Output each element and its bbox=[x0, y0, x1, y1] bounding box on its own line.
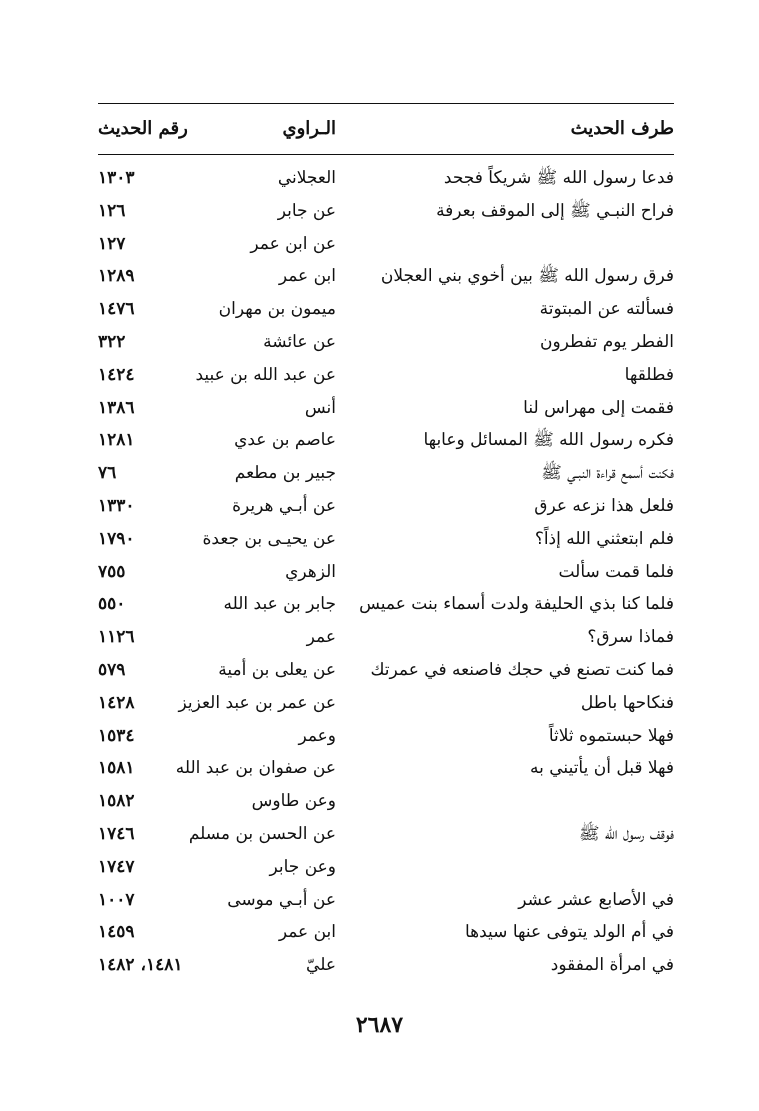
narrator: عن أبـي موسى bbox=[227, 889, 336, 910]
narrator: ابن عمر bbox=[278, 922, 336, 943]
narrator: عن عائشة bbox=[263, 331, 336, 352]
hadith-beginning: فوقف رسول الله ﷺ bbox=[578, 823, 674, 844]
narrator: عمر bbox=[306, 627, 336, 648]
table-row bbox=[98, 392, 674, 425]
header-rule bbox=[98, 154, 674, 155]
hadith-beginning: فراح النبـي ﷺ إلى الموقف بعرفة bbox=[436, 200, 674, 221]
hadith-number: ١٥٨٢ bbox=[98, 791, 135, 812]
hadith-beginning: فما كنت تصنع في حجك فاصنعه في عمرتك bbox=[370, 659, 674, 680]
hadith-number: ١٠٠٧ bbox=[98, 889, 135, 910]
table-row bbox=[98, 523, 674, 556]
page-number: ٢٦٨٧ bbox=[355, 1012, 404, 1038]
hadith-number: ١٢٧ bbox=[98, 233, 126, 254]
hadith-beginning: فدعا رسول الله ﷺ شريكاً فجحد bbox=[443, 168, 674, 188]
hadith-beginning: فكره رسول الله ﷺ المسائل وعابها bbox=[423, 430, 674, 451]
hadith-number: ١٧٤٦ bbox=[98, 823, 135, 844]
hadith-number: ١٣٨٦ bbox=[98, 397, 135, 418]
hadith-number: ٥٥٠ bbox=[98, 594, 126, 615]
hadith-number: ٧٦ bbox=[98, 463, 117, 484]
hadith-number: ١٤٨١، ١٤٨٢ bbox=[98, 955, 183, 976]
table-row bbox=[98, 785, 674, 818]
hadith-beginning: فلما كنا بذي الحليفة ولدت أسماء بنت عميس bbox=[359, 594, 674, 615]
narrator: عن الحسن بن مسلم bbox=[188, 823, 336, 844]
table-row bbox=[98, 293, 674, 326]
table-row bbox=[98, 326, 674, 359]
narrator: عن جابر bbox=[277, 200, 336, 221]
table-row bbox=[98, 490, 674, 523]
hadith-beginning: فلما قمت سألت bbox=[558, 561, 674, 582]
hadith-number: ١٥٣٤ bbox=[98, 725, 135, 746]
table-row bbox=[98, 818, 674, 851]
table-row bbox=[98, 720, 674, 753]
hadith-beginning: في أم الولد يتوفى عنها سيدها bbox=[464, 922, 674, 943]
hadith-number: ١٥٨١ bbox=[98, 758, 135, 779]
narrator: عليّ bbox=[306, 955, 336, 976]
hadith-number: ١٢٨٩ bbox=[98, 266, 135, 287]
narrator: عن عمر بن عبد العزيز bbox=[178, 692, 336, 713]
table-header bbox=[98, 112, 674, 152]
narrator: وعمر bbox=[298, 725, 336, 746]
table-row bbox=[98, 228, 674, 261]
narrator: ابن عمر bbox=[278, 266, 336, 287]
hadith-number: ١٣٠٣ bbox=[98, 168, 135, 188]
narrator: أنس bbox=[304, 397, 336, 418]
hadith-beginning: في الأصابع عشر عشر bbox=[518, 889, 674, 910]
hadith-beginning: في امرأة المفقود bbox=[550, 955, 674, 976]
table-row bbox=[98, 916, 674, 949]
hadith-number: ١٧٤٧ bbox=[98, 856, 135, 877]
narrator: عاصم بن عدي bbox=[234, 430, 336, 451]
table-row bbox=[98, 260, 674, 293]
narrator: وعن طاوس bbox=[251, 791, 336, 812]
hadith-beginning: فماذا سرق؟ bbox=[587, 627, 674, 648]
hadith-beginning: فكنت أسمع قراءة النبـي ﷺ bbox=[541, 463, 674, 484]
hadith-beginning: فطلقها bbox=[624, 364, 674, 385]
hadith-beginning: فلم ابتعثني الله إذاً؟ bbox=[534, 528, 674, 549]
column-header-hadith-number: رقم الحديث bbox=[98, 118, 188, 139]
hadith-number: ١٣٣٠ bbox=[98, 495, 135, 516]
table-row bbox=[98, 556, 674, 589]
hadith-number: ١٢٨١ bbox=[98, 430, 135, 451]
hadith-number: ٧٥٥ bbox=[98, 561, 126, 582]
hadith-number: ١٧٩٠ bbox=[98, 528, 135, 549]
hadith-beginning: فرق رسول الله ﷺ بين أخوي بني العجلان bbox=[380, 266, 674, 287]
table-row bbox=[98, 949, 674, 982]
table-row bbox=[98, 588, 674, 621]
hadith-number: ١١٢٦ bbox=[98, 627, 135, 648]
narrator: الزهري bbox=[285, 561, 336, 582]
hadith-number: ٥٧٩ bbox=[98, 659, 126, 680]
hadith-number: ١٤٢٨ bbox=[98, 692, 135, 713]
table-row bbox=[98, 424, 674, 457]
hadith-beginning: الفطر يوم تفطرون bbox=[539, 331, 674, 352]
narrator: عن عبد الله بن عبيد bbox=[195, 364, 336, 385]
narrator: عن أبـي هريرة bbox=[232, 495, 336, 516]
hadith-beginning: فنكاحها باطل bbox=[580, 692, 674, 713]
table-row bbox=[98, 457, 674, 490]
narrator: جابر بن عبد الله bbox=[223, 594, 336, 615]
hadith-number: ١٢٦ bbox=[98, 200, 126, 221]
table-row bbox=[98, 654, 674, 687]
hadith-number: ١٤٢٤ bbox=[98, 364, 135, 385]
table-row bbox=[98, 884, 674, 917]
hadith-beginning: فقمت إلى مهراس لنا bbox=[523, 397, 674, 418]
table-row bbox=[98, 851, 674, 884]
hadith-beginning: فلعل هذا نزعه عرق bbox=[534, 495, 674, 516]
narrator: وعن جابر bbox=[269, 856, 336, 877]
table-row bbox=[98, 687, 674, 720]
narrator: عن يحيـى بن جعدة bbox=[202, 528, 336, 549]
top-rule bbox=[98, 103, 674, 104]
table-row bbox=[98, 195, 674, 228]
table-row bbox=[98, 359, 674, 392]
hadith-beginning: فسألته عن المبتوتة bbox=[539, 299, 674, 320]
narrator: عن ابن عمر bbox=[250, 233, 336, 254]
hadith-beginning: فهلا حبستموه ثلاثاً bbox=[548, 725, 674, 746]
hadith-number: ١٤٥٩ bbox=[98, 922, 135, 943]
narrator: عن صفوان بن عبد الله bbox=[175, 758, 336, 779]
narrator: العجلاني bbox=[277, 168, 336, 188]
narrator: ميمون بن مهران bbox=[218, 299, 336, 320]
hadith-number: ٣٢٢ bbox=[98, 331, 126, 352]
narrator: عن يعلى بن أمية bbox=[218, 659, 336, 680]
table-row bbox=[98, 162, 674, 195]
hadith-index-table bbox=[98, 162, 674, 982]
hadith-number: ١٤٧٦ bbox=[98, 299, 135, 320]
table-row bbox=[98, 621, 674, 654]
table-row bbox=[98, 752, 674, 785]
column-header-narrator: الـراوي bbox=[282, 118, 336, 139]
column-header-hadith-beginning: طرف الحديث bbox=[570, 118, 674, 139]
hadith-beginning: فهلا قبل أن يأتيني به bbox=[530, 758, 674, 779]
narrator: جبير بن مطعم bbox=[234, 463, 336, 484]
